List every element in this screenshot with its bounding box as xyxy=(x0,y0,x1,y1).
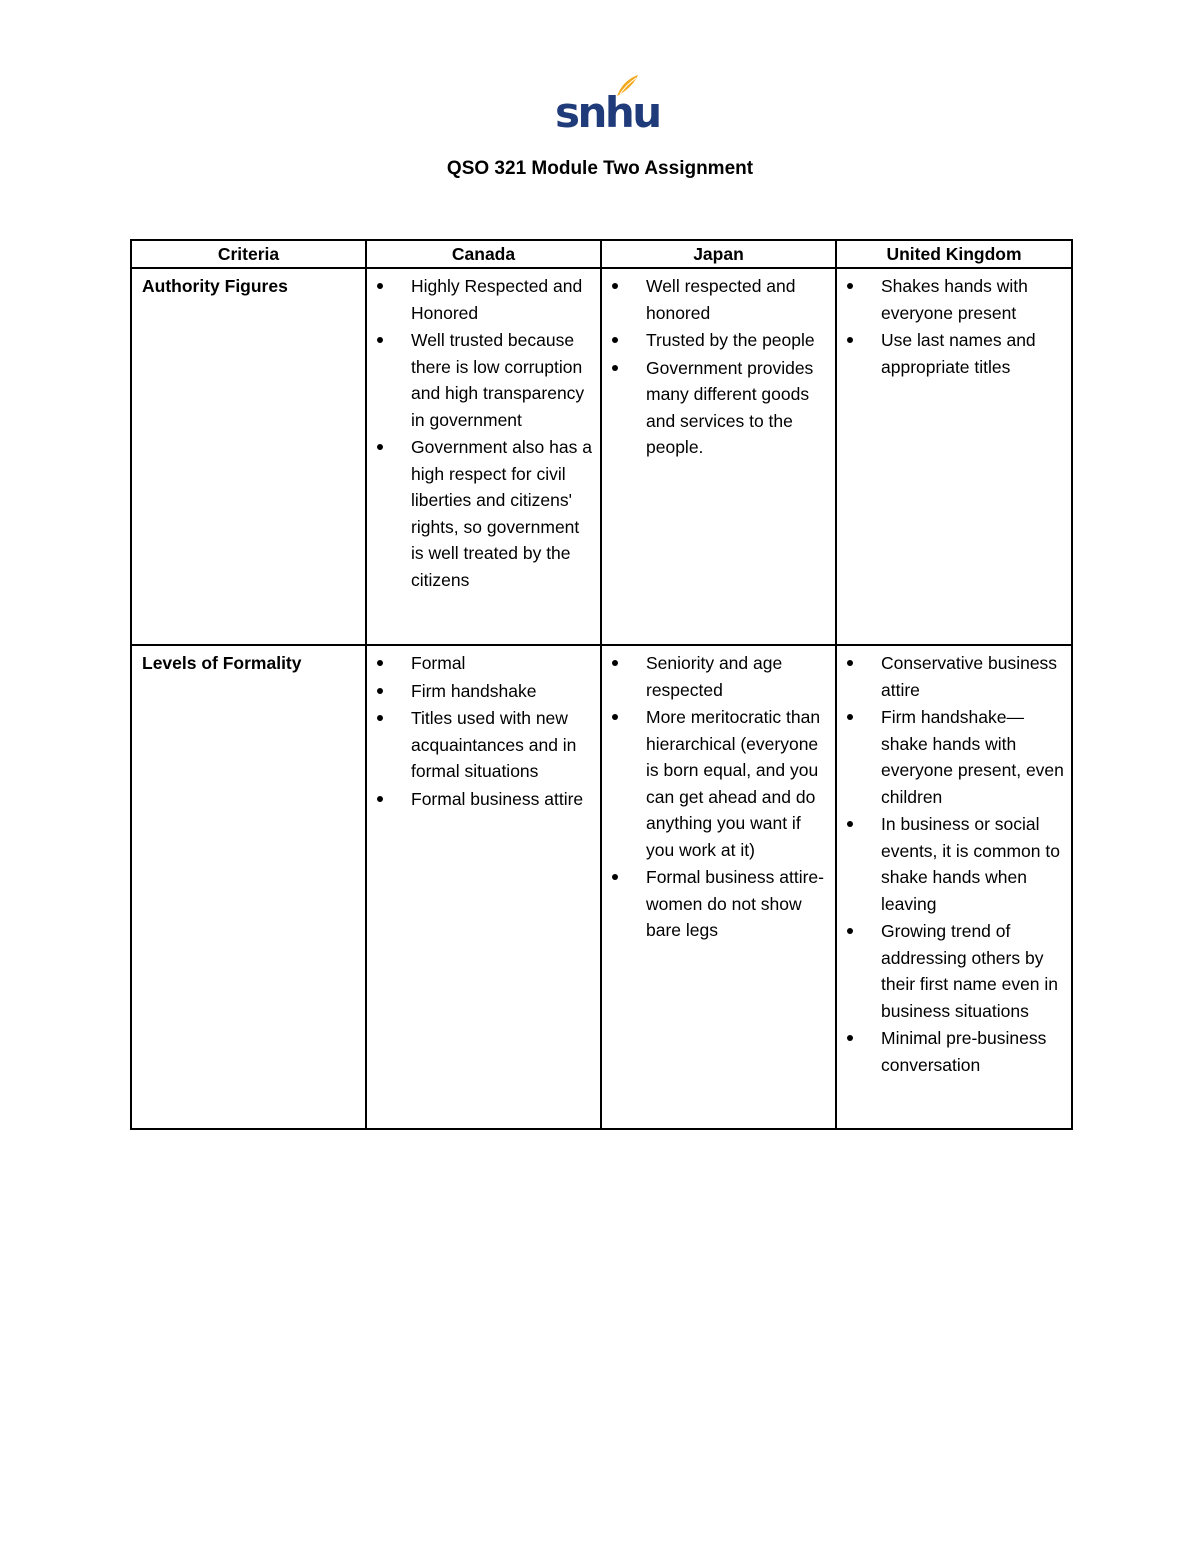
japan-cell xyxy=(601,645,836,1129)
list-item: Government provides many different goods and services to the people. xyxy=(602,355,829,461)
bullet-list xyxy=(837,646,1071,1081)
list-item: More meritocratic than hierarchical (everyone is born equal, and you can get ahead and do anything you want if you work at it) xyxy=(602,704,829,863)
list-item: Government also has a high respect for civil liberties and citizens' rights, so government is well treated by the citizens xyxy=(367,434,594,593)
header-japan: Japan xyxy=(601,240,836,268)
criteria-cell: Levels of Formality xyxy=(131,645,366,1129)
table-header-row xyxy=(131,240,1072,268)
list-item: Trusted by the people xyxy=(602,327,829,354)
logo-wordmark: snhu xyxy=(555,88,660,137)
bullet-list xyxy=(367,269,600,596)
bullet-list xyxy=(602,646,835,947)
canada-cell xyxy=(366,645,601,1129)
bullet-list xyxy=(837,269,1071,383)
united-kingdom-cell xyxy=(836,645,1072,1129)
list-item: Formal business attire xyxy=(367,786,594,813)
header-united-kingdom: United Kingdom xyxy=(836,240,1072,268)
header-criteria: Criteria xyxy=(131,240,366,268)
criteria-cell: Authority Figures xyxy=(131,268,366,645)
bullet-list xyxy=(367,646,600,815)
bullet-list xyxy=(602,269,835,464)
document-title: QSO 321 Module Two Assignment xyxy=(446,158,754,179)
list-item: Firm handshake—shake hands with everyone present, even children xyxy=(837,704,1065,810)
list-item: Firm handshake xyxy=(367,678,594,705)
list-item: Use last names and appropriate titles xyxy=(837,327,1065,380)
japan-cell xyxy=(601,268,836,645)
list-item: Shakes hands with everyone present xyxy=(837,273,1065,326)
snhu-logo xyxy=(555,74,660,137)
list-item: Titles used with new acquaintances and in formal situations xyxy=(367,705,594,785)
list-item: Formal business attire-women do not show bare legs xyxy=(602,864,829,944)
list-item: Seniority and age respected xyxy=(602,650,829,703)
list-item: Highly Respected and Honored xyxy=(367,273,594,326)
table-row xyxy=(131,645,1072,1129)
list-item: Growing trend of addressing others by their first name even in business situations xyxy=(837,918,1065,1024)
canada-cell xyxy=(366,268,601,645)
table-row xyxy=(131,268,1072,645)
header-canada: Canada xyxy=(366,240,601,268)
united-kingdom-cell xyxy=(836,268,1072,645)
list-item: Well respected and honored xyxy=(602,273,829,326)
comparison-table xyxy=(130,239,1073,1130)
list-item: In business or social events, it is common to shake hands when leaving xyxy=(837,811,1065,917)
list-item: Minimal pre-business conversation xyxy=(837,1025,1065,1078)
list-item: Conservative business attire xyxy=(837,650,1065,703)
list-item: Formal xyxy=(367,650,594,677)
list-item: Well trusted because there is low corruption and high transparency in government xyxy=(367,327,594,433)
